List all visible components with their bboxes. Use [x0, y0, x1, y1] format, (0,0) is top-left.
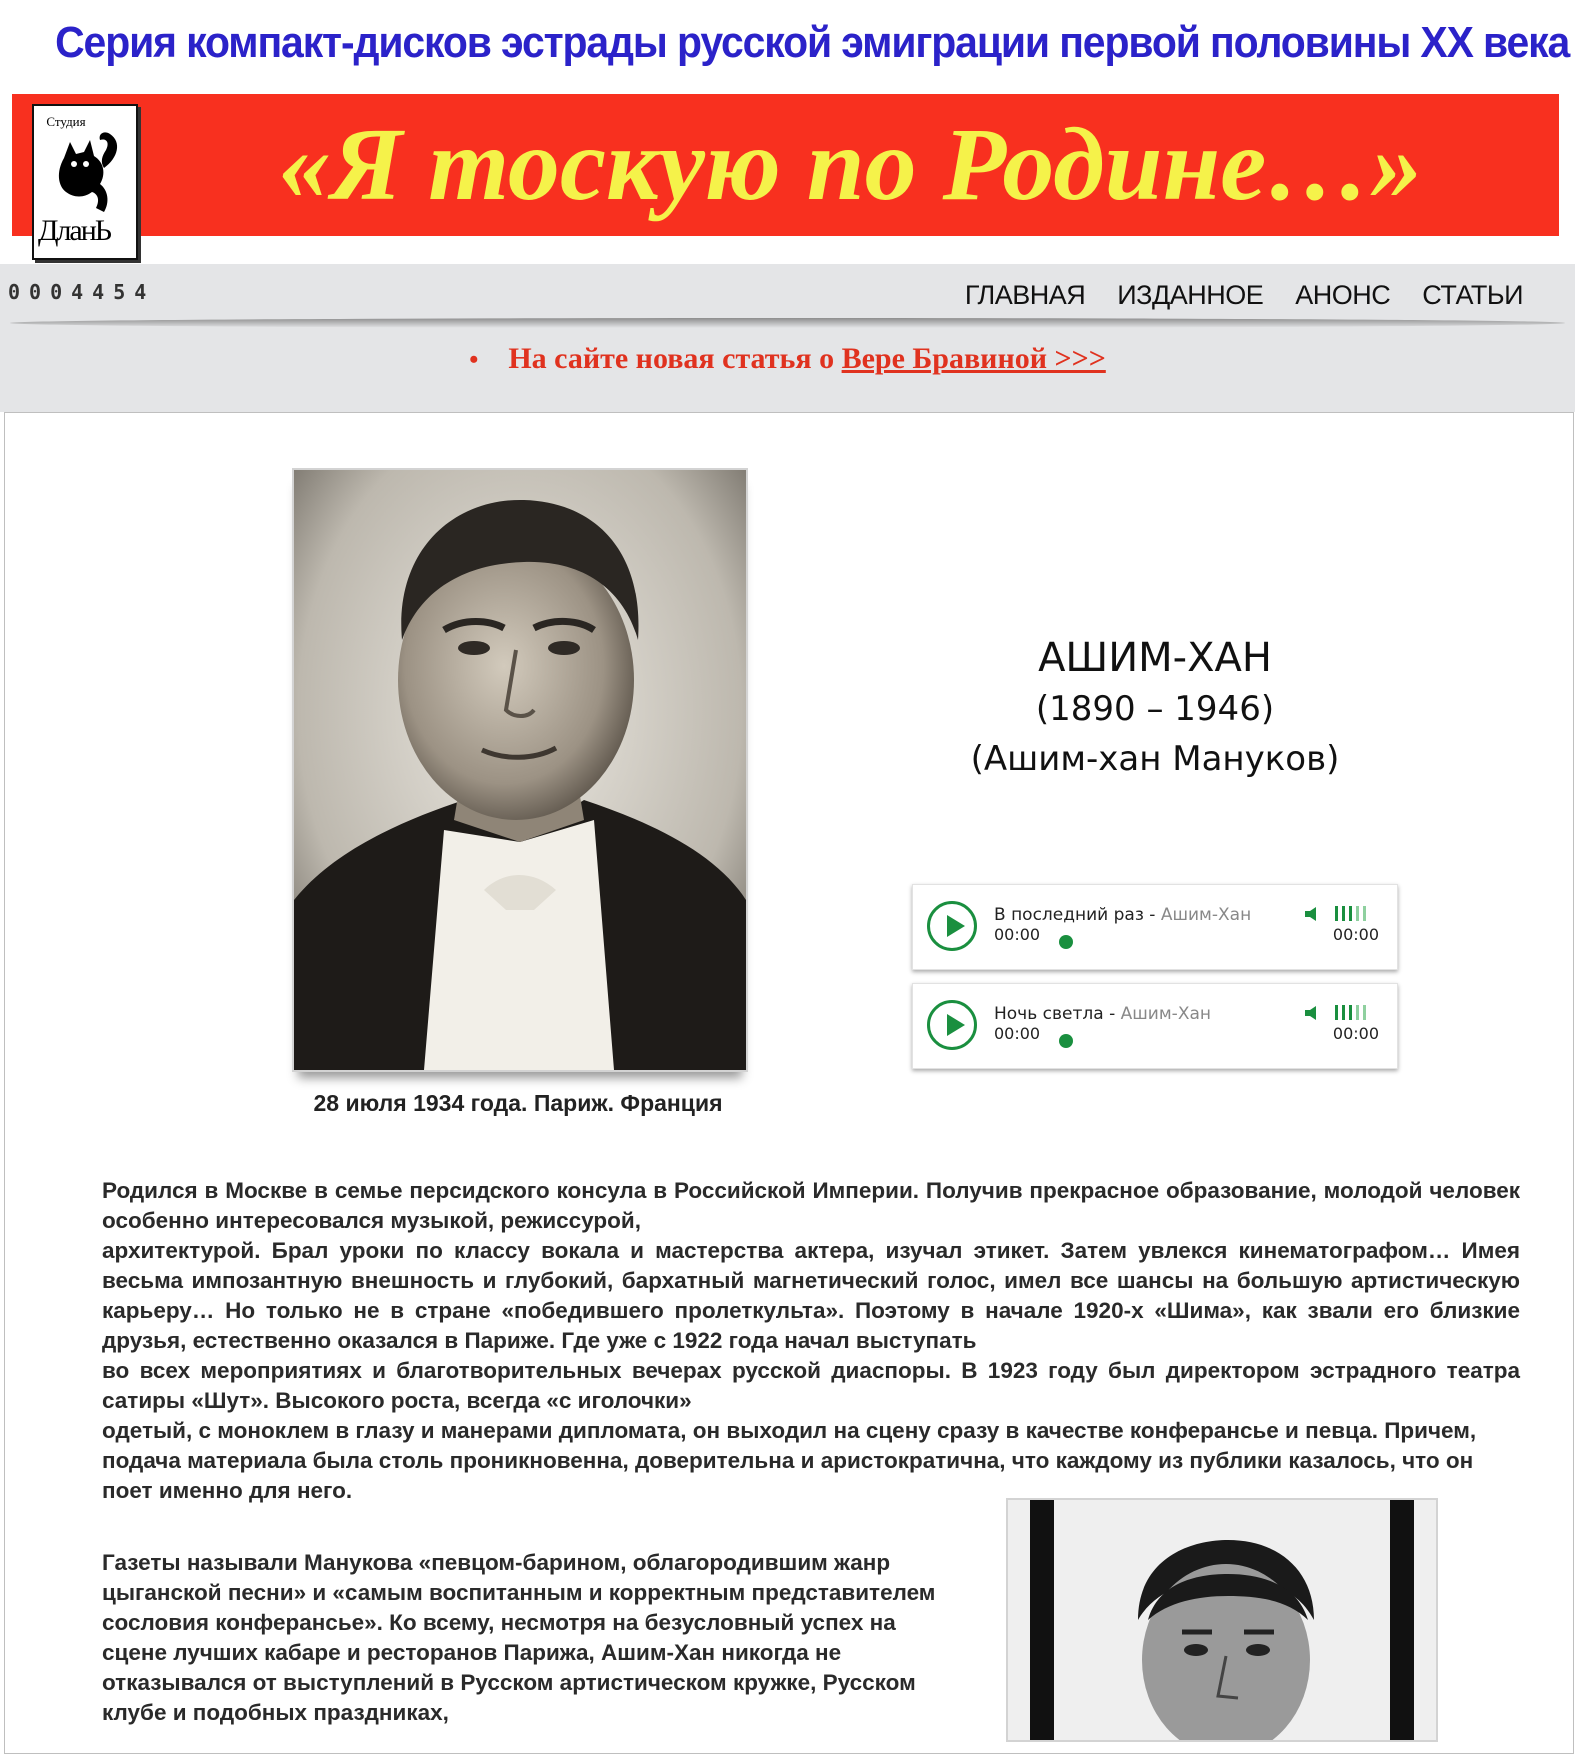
track-artist: Ашим-Хан: [1120, 1004, 1211, 1024]
nav-articles[interactable]: СТАТЬИ: [1422, 280, 1523, 310]
volume-bars: [1335, 906, 1366, 921]
portrait-image: [294, 470, 746, 1070]
announcement-text: На сайте новая статья о: [508, 342, 842, 375]
volume-bars: [1335, 1005, 1366, 1020]
nav-announce[interactable]: АНОНС: [1295, 280, 1391, 310]
audio-player: [912, 983, 1398, 1069]
track-name: В последний раз: [994, 905, 1144, 925]
track-title: [994, 905, 1251, 925]
artist-real-name: (Ашим-хан Мануков): [970, 739, 1340, 779]
cat-icon: [44, 128, 126, 228]
duration: 00:00: [1332, 1024, 1379, 1043]
banner-title: «Я тоскую по Родине…»: [278, 107, 1423, 222]
track-title: [994, 1004, 1211, 1024]
main-nav: [965, 280, 1523, 311]
artist-years: (1890 – 1946): [1035, 689, 1275, 729]
photo-caption: 28 июля 1934 года. Париж. Франция: [313, 1090, 723, 1116]
visit-counter: 0004454: [8, 280, 156, 304]
announcement: [0, 342, 1575, 376]
second-photo: [1006, 1498, 1438, 1742]
logo-bottom-text: ДланЬ: [38, 214, 111, 247]
bio-paragraph: одетый, с моноклем в глазу и манерами дипломата, он выходил на сцену сразу в качестве конферансье и певца. Причем, подача материала была столь проникновенна, доверительна и аристократична, что каждому из публики казалось, что он поет именно для него.: [102, 1418, 1477, 1503]
audio-player: [912, 884, 1398, 970]
second-photo-image: [1008, 1500, 1436, 1740]
current-time: 00:00: [994, 925, 1041, 944]
nav-divider: [10, 318, 1565, 328]
volume-control[interactable]: [1305, 905, 1367, 923]
progress-handle[interactable]: [1059, 935, 1073, 949]
current-time: 00:00: [994, 1024, 1041, 1043]
announcement-bullet: •: [469, 345, 479, 374]
bio-paragraph: архитектурой. Брал уроки по классу вокала и мастерства актера, изучал этикет. Затем увлекся кинематографом… Имея весьма импозантную внешность и глубокий, бархатный магнетический голос, имел все шансы на большую артистическую карьеру… Но только не в стране «победившего пролеткульта». Поэтому в начале 1920-х «Шима», как звали его близкие друзья, естественно оказался в Париже. Где уже с 1922 года начал выступать: [102, 1238, 1520, 1353]
track-separator: -: [1143, 905, 1161, 925]
logo-top-text: Студия: [46, 114, 86, 129]
series-title: Серия компакт-дисков эстрады русской эмиграции первой половины XX века: [55, 18, 1570, 67]
artist-info: [900, 632, 1410, 784]
volume-control[interactable]: [1305, 1004, 1367, 1022]
duration: 00:00: [1332, 925, 1379, 944]
bio-paragraph: Газеты называли Манукова «певцом-барином, облагородившим жанр цыганской песни» и «самым воспитанным и корректным представителем сословия конферансье». Ко всему, несмотря на безусловный успех на сцене лучших кабаре и ресторанов Парижа, Ашим-Хан никогда не отказывался от выступлений в Русском артистическом кружке, Русском клубе и подобных праздниках,: [102, 1550, 936, 1725]
announcement-link[interactable]: Вере Бравиной >>>: [841, 342, 1106, 375]
play-icon[interactable]: [927, 1000, 977, 1050]
speaker-icon: [1305, 907, 1321, 921]
track-separator: -: [1103, 1004, 1121, 1024]
bio-paragraph: Родился в Москве в семье персидского консула в Российской Империи. Получив прекрасное образование, молодой человек особенно интересовался музыкой, режиссурой,: [102, 1178, 1520, 1233]
biography-text: [102, 1176, 1520, 1506]
track-name: Ночь светла: [994, 1004, 1104, 1024]
bio-paragraph: во всех мероприятиях и благотворительных вечерах русской диаспоры. В 1923 году был директором эстрадного театра сатиры «Шут». Высокого роста, всегда «с иголочки»: [102, 1358, 1520, 1413]
track-artist: Ашим-Хан: [1160, 905, 1252, 925]
banner: [12, 94, 1559, 236]
biography-text-2: [102, 1548, 962, 1728]
portrait-photo: [292, 468, 748, 1072]
speaker-icon: [1305, 1006, 1321, 1020]
play-icon[interactable]: [927, 901, 977, 951]
nav-home[interactable]: ГЛАВНАЯ: [964, 280, 1086, 310]
artist-name: АШИМ-ХАН: [1038, 635, 1272, 681]
studio-logo[interactable]: [32, 104, 138, 260]
nav-published[interactable]: ИЗДАННОЕ: [1117, 280, 1264, 310]
progress-handle[interactable]: [1059, 1034, 1073, 1048]
